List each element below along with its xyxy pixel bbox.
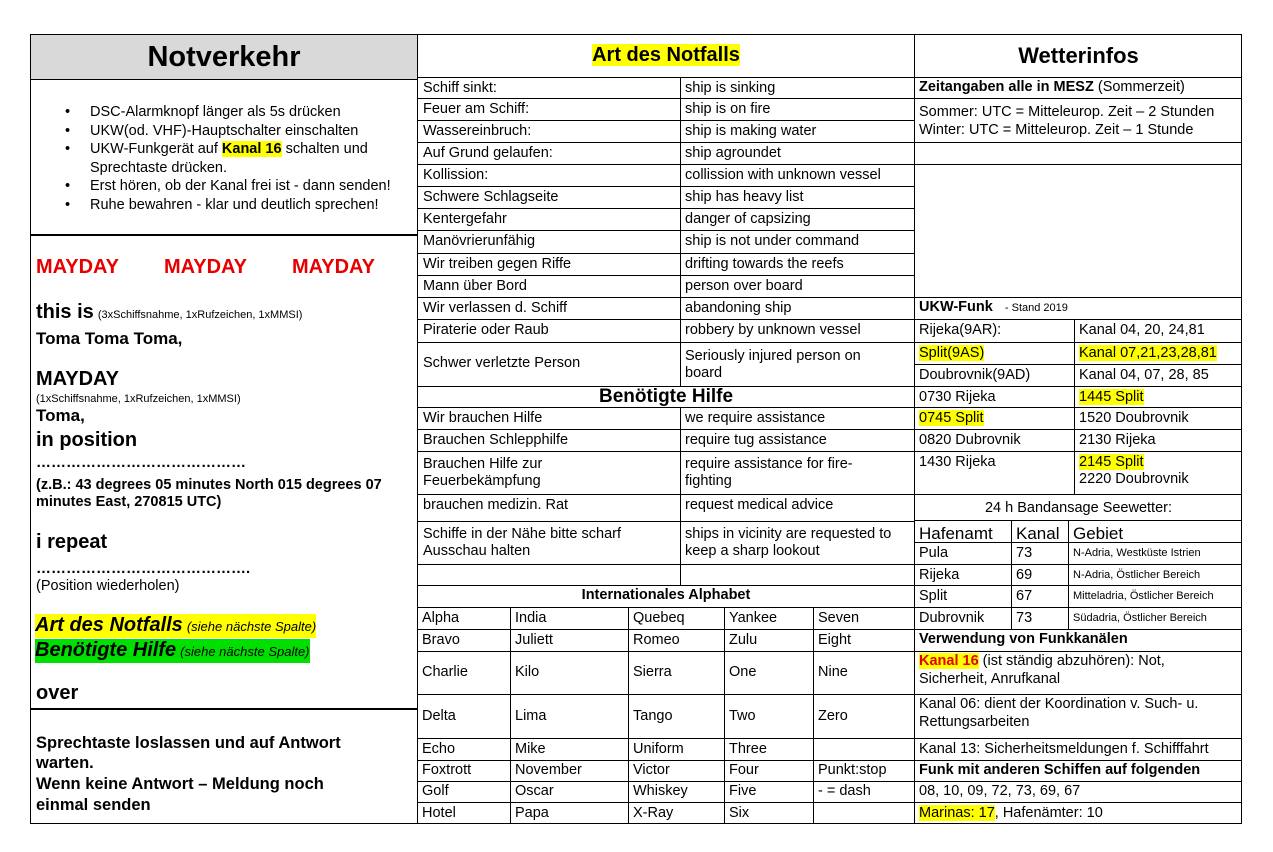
alphabet-cell: X-Ray xyxy=(633,805,674,821)
instruction-item: • UKW-Funkgerät auf Kanal 16 schalten und Sprechtaste drücken. xyxy=(65,140,415,177)
ship-name-3x: Toma Toma Toma, xyxy=(36,329,183,348)
alphabet-cell: Papa xyxy=(515,805,549,821)
emergency-en: person over board xyxy=(685,278,803,294)
position-example: (z.B.: 43 degrees 05 minutes North 015 degrees 07 xyxy=(36,477,382,493)
alphabet-cell: - = dash xyxy=(818,783,871,799)
ukw-heading: UKW-Funk - Stand 2019 xyxy=(919,299,1068,315)
row-line xyxy=(417,451,914,452)
instruction-item: • UKW(od. VHF)-Hauptschalter einschalten xyxy=(65,122,415,141)
port-area: Südadria, Östlicher Bereich xyxy=(1073,612,1207,624)
row-line xyxy=(417,120,914,121)
help-en: keep a sharp lookout xyxy=(685,543,820,559)
row-line xyxy=(417,297,914,298)
row-line xyxy=(417,142,914,143)
port-name: Pula xyxy=(919,545,949,561)
forecast-time: 0730 Rijeka xyxy=(919,389,996,405)
port-name: Dubrovnik xyxy=(919,610,985,626)
emergency-en: collission with unknown vessel xyxy=(685,167,881,183)
help-en: request medical advice xyxy=(685,497,834,513)
alphabet-cell: Lima xyxy=(515,708,547,724)
benoetigte-hilfe-ref: Benötigte Hilfe (siehe nächste Spalte) xyxy=(35,639,310,661)
alphabet-cell: Alpha xyxy=(422,610,460,626)
forecast-time: 1430 Rijeka xyxy=(919,454,996,470)
row-line xyxy=(417,802,914,803)
port-header: Gebiet xyxy=(1073,524,1124,543)
cell-divider xyxy=(1068,520,1069,629)
forecast-time: 0820 Dubrovnik xyxy=(919,432,1021,448)
alphabet-cell: India xyxy=(515,610,547,626)
row-line xyxy=(914,451,1242,452)
emergency-de: Piraterie oder Raub xyxy=(423,322,549,338)
left-title: Notverkehr xyxy=(147,41,301,73)
row-line xyxy=(417,319,914,320)
marinas-line: Marinas: 17, Hafenämter: 10 xyxy=(919,805,1103,821)
alphabet-title: Internationales Alphabet xyxy=(581,587,751,603)
instruction-list xyxy=(65,103,415,214)
port-header: Kanal xyxy=(1016,524,1060,543)
emergency-de: Schwer verletzte Person xyxy=(423,355,581,371)
station-channels: Kanal 04, 07, 28, 85 xyxy=(1079,367,1209,383)
alphabet-cell: Whiskey xyxy=(633,783,688,799)
emergency-de: Kollission: xyxy=(423,167,489,183)
port-channel: 67 xyxy=(1016,588,1033,604)
cell-divider xyxy=(510,607,511,824)
winter-time: Winter: UTC = Mitteleurop. Zeit – 1 Stunde xyxy=(919,122,1194,138)
emergency-en: board xyxy=(685,365,723,381)
row-line xyxy=(914,364,1242,365)
alphabet-cell: Delta xyxy=(422,708,456,724)
emergency-en: ship is making water xyxy=(685,123,817,139)
row-line xyxy=(914,802,1242,803)
alphabet-cell: Eight xyxy=(818,632,852,648)
i-repeat: i repeat xyxy=(36,531,108,553)
row-line xyxy=(417,651,914,652)
emergency-en: ship has heavy list xyxy=(685,189,804,205)
alphabet-cell: Seven xyxy=(818,610,860,626)
alphabet-cell: Three xyxy=(729,741,767,757)
mayday-call: MAYDAY xyxy=(36,256,119,278)
port-channel: 73 xyxy=(1016,545,1033,561)
channel13-line: Kanal 13: Sicherheitsmeldungen f. Schifffahrt xyxy=(919,741,1209,757)
cell-divider xyxy=(680,407,681,585)
ship-name: Toma, xyxy=(36,406,85,425)
row-line xyxy=(417,585,914,586)
row-line xyxy=(417,607,914,608)
mayday-call: MAYDAY xyxy=(164,256,247,278)
row-line xyxy=(914,407,1242,408)
emergency-de: Manövrierunfähig xyxy=(423,233,536,249)
emergency-en: drifting towards the reefs xyxy=(685,256,844,272)
row-line xyxy=(417,275,914,276)
alphabet-cell: Sierra xyxy=(633,664,672,680)
alphabet-cell: Zulu xyxy=(729,632,758,648)
alphabet-cell: Four xyxy=(729,762,759,778)
cell-divider xyxy=(724,607,725,824)
emergency-de: Auf Grund gelaufen: xyxy=(423,145,553,161)
row-line xyxy=(914,386,1242,387)
alphabet-cell: Six xyxy=(729,805,750,821)
emergency-de: Mann über Bord xyxy=(423,278,527,294)
footer-line: einmal senden xyxy=(36,796,151,814)
cell-divider xyxy=(813,607,814,824)
summer-time: Sommer: UTC = Mitteleurop. Zeit – 2 Stunden xyxy=(919,104,1215,120)
row-line xyxy=(914,429,1242,430)
row-line xyxy=(914,342,1242,343)
help-en: require assistance for fire- xyxy=(685,456,853,472)
row-line xyxy=(417,494,914,495)
alphabet-cell: Tango xyxy=(633,708,673,724)
instruction-item: • DSC-Alarmknopf länger als 5s drücken xyxy=(65,103,415,122)
alphabet-cell: November xyxy=(515,762,582,778)
cell-divider xyxy=(1011,520,1012,629)
row-line xyxy=(914,564,1242,565)
in-position: in position xyxy=(36,429,138,451)
alphabet-cell: Five xyxy=(729,783,757,799)
cell-divider xyxy=(680,77,681,386)
help-de: brauchen medizin. Rat xyxy=(423,497,569,513)
emergency-en: danger of capsizing xyxy=(685,211,811,227)
position-example: minutes East, 270815 UTC) xyxy=(36,494,222,510)
row-line xyxy=(914,607,1242,608)
emergency-en: ship is on fire xyxy=(685,101,771,117)
ship-to-ship-channels: 08, 10, 09, 72, 73, 69, 67 xyxy=(919,783,1081,799)
row-line xyxy=(417,564,914,565)
emergency-de: Schwere Schlagseite xyxy=(423,189,559,205)
station-name: Rijeka(9AR): xyxy=(919,322,1002,338)
alphabet-cell: Echo xyxy=(422,741,456,757)
row-line xyxy=(417,694,914,695)
emergency-en: robbery by unknown vessel xyxy=(685,322,861,338)
alphabet-cell: Romeo xyxy=(633,632,680,648)
alphabet-cell: Victor xyxy=(633,762,670,778)
right-title: Wetterinfos xyxy=(1018,43,1139,68)
row-line xyxy=(417,186,914,187)
row-line xyxy=(417,738,914,739)
help-de: Feuerbekämpfung xyxy=(423,473,541,489)
time-info: Zeitangaben alle in MESZ (Sommerzeit) xyxy=(919,79,1185,95)
emergency-en: ship agroundet xyxy=(685,145,781,161)
help-en: we require assistance xyxy=(685,410,826,426)
row-line xyxy=(417,230,914,231)
alphabet-cell: Mike xyxy=(515,741,546,757)
port-area: N-Adria, Westküste Istrien xyxy=(1073,547,1201,559)
position-placeholder: ……………………………………. xyxy=(36,560,251,577)
row-line xyxy=(914,629,1242,630)
row-line xyxy=(417,98,914,99)
alphabet-cell: Yankee xyxy=(729,610,778,626)
row-line xyxy=(914,520,1242,521)
emergency-de: Wassereinbruch: xyxy=(423,123,532,139)
row-line xyxy=(914,694,1242,695)
row-line xyxy=(914,319,1242,320)
emergency-en: abandoning ship xyxy=(685,300,792,316)
footer-line: Sprechtaste loslassen und auf Antwort xyxy=(36,734,341,752)
row-line xyxy=(914,297,1242,298)
row-line xyxy=(914,781,1242,782)
row-line xyxy=(417,521,914,522)
ship-to-ship-title: Funk mit anderen Schiffen auf folgenden xyxy=(919,762,1201,778)
emergency-de: Kentergefahr xyxy=(423,211,507,227)
row-line xyxy=(914,164,1242,165)
station-name: Split(9AS) xyxy=(919,345,985,361)
station-channels: Kanal 07,21,23,28,81 xyxy=(1079,345,1217,361)
alphabet-cell: Golf xyxy=(422,783,449,799)
alphabet-cell: Hotel xyxy=(422,805,456,821)
row-line xyxy=(417,77,914,78)
help-title: Benötigte Hilfe xyxy=(598,386,734,407)
alphabet-cell: Charlie xyxy=(422,664,468,680)
alphabet-cell: Bravo xyxy=(422,632,460,648)
emergency-en: ship is not under command xyxy=(685,233,860,249)
help-de: Brauchen Schlepphilfe xyxy=(423,432,569,448)
position-placeholder: …………………………………… xyxy=(36,454,246,471)
help-de: Ausschau halten xyxy=(423,543,531,559)
row-line xyxy=(914,651,1242,652)
row-line xyxy=(417,629,914,630)
emergency-de: Schiff sinkt: xyxy=(423,80,497,96)
row-line xyxy=(417,760,914,761)
art-des-notfalls-ref: Art des Notfalls (siehe nächste Spalte) xyxy=(35,614,317,636)
alphabet-cell: Kilo xyxy=(515,664,540,680)
help-de: Schiffe in der Nähe bitte scharf xyxy=(423,526,622,542)
channel16-line2: Sicherheit, Anrufkanal xyxy=(919,671,1061,687)
cell-divider xyxy=(1074,319,1075,494)
emergency-de: Wir verlassen d. Schiff xyxy=(423,300,567,316)
help-en: require tug assistance xyxy=(685,432,827,448)
alphabet-cell: Quebeq xyxy=(633,610,685,626)
emergency-de: Wir treiben gegen Riffe xyxy=(423,256,572,272)
kanal16-highlight: Kanal 16 xyxy=(221,141,282,157)
port-channel: 73 xyxy=(1016,610,1033,626)
row-line xyxy=(417,208,914,209)
port-area: N-Adria, Östlicher Bereich xyxy=(1073,569,1201,581)
mayday-2: MAYDAY xyxy=(36,368,119,390)
row-line xyxy=(417,253,914,254)
instruction-item: • Erst hören, ob der Kanal frei ist - dann senden! xyxy=(65,177,415,196)
row-line xyxy=(417,342,914,343)
left-divider xyxy=(31,708,417,710)
row-line xyxy=(914,98,1242,99)
emergency-de: Feuer am Schiff: xyxy=(423,101,530,117)
port-channel: 69 xyxy=(1016,567,1033,583)
row-line xyxy=(417,429,914,430)
port-header: Hafenamt xyxy=(919,524,993,543)
help-en: fighting xyxy=(685,473,732,489)
emergency-en: Seriously injured person on xyxy=(685,348,861,364)
row-line xyxy=(914,142,1242,143)
help-de: Wir brauchen Hilfe xyxy=(423,410,543,426)
alphabet-cell: Two xyxy=(729,708,756,724)
alphabet-cell: Nine xyxy=(818,664,848,680)
help-en: ships in vicinity are requested to xyxy=(685,526,892,542)
this-is-line: this is (3xSchiffsnahme, 1xRufzeichen, 1xMMSI) xyxy=(36,301,303,323)
port-area: Mitteladria, Östlicher Bereich xyxy=(1073,590,1214,602)
forecast-time: 2220 Doubrovnik xyxy=(1079,471,1189,487)
alphabet-cell: Uniform xyxy=(633,741,684,757)
mayday-2-note: (1xSchiffsnahme, 1xRufzeichen, 1xMMSI) xyxy=(36,393,241,405)
help-de: Brauchen Hilfe zur xyxy=(423,456,543,472)
station-channels: Kanal 04, 20, 24,81 xyxy=(1079,322,1205,338)
channel06-line: Kanal 06: dient der Koordination v. Such- u. xyxy=(919,696,1199,712)
forecast-time: 2130 Rijeka xyxy=(1079,432,1156,448)
alphabet-cell: Punkt:stop xyxy=(818,762,887,778)
row-line xyxy=(417,781,914,782)
forecast-time: 1520 Doubrovnik xyxy=(1079,410,1189,426)
station-name: Doubrovnik(9AD) xyxy=(919,367,1031,383)
middle-title: Art des Notfalls xyxy=(592,44,740,66)
alphabet-cell: Oscar xyxy=(515,783,554,799)
port-name: Split xyxy=(919,588,948,604)
row-line xyxy=(914,77,1242,78)
over: over xyxy=(36,682,79,704)
port-name: Rijeka xyxy=(919,567,960,583)
channel-usage-title: Verwendung von Funkkanälen xyxy=(919,631,1128,647)
alphabet-cell: One xyxy=(729,664,757,680)
position-repeat-note: (Position wiederholen) xyxy=(36,578,180,594)
row-line xyxy=(914,494,1242,495)
forecast-time: 2145 Split xyxy=(1079,454,1144,470)
channel06-line2: Rettungsarbeiten xyxy=(919,714,1030,730)
instruction-item: • Ruhe bewahren - klar und deutlich sprechen! xyxy=(65,196,415,215)
left-divider xyxy=(31,234,417,236)
row-line xyxy=(914,760,1242,761)
forecast-time: 1445 Split xyxy=(1079,389,1144,405)
mayday-call: MAYDAY xyxy=(292,256,375,278)
alphabet-cell: Juliett xyxy=(515,632,553,648)
row-line xyxy=(914,738,1242,739)
channel16-line: Kanal 16 (ist ständig abzuhören): Not, xyxy=(919,653,1165,669)
bandansage: 24 h Bandansage Seewetter: xyxy=(984,500,1173,516)
alphabet-cell: Foxtrott xyxy=(422,762,472,778)
alphabet-cell: Zero xyxy=(818,708,848,724)
row-line xyxy=(417,164,914,165)
footer-line: Wenn keine Antwort – Meldung noch xyxy=(36,775,324,793)
forecast-time: 0745 Split xyxy=(919,410,984,426)
cell-divider xyxy=(628,607,629,824)
row-line xyxy=(914,585,1242,586)
emergency-en: ship is sinking xyxy=(685,80,776,96)
footer-line: warten. xyxy=(36,754,94,772)
